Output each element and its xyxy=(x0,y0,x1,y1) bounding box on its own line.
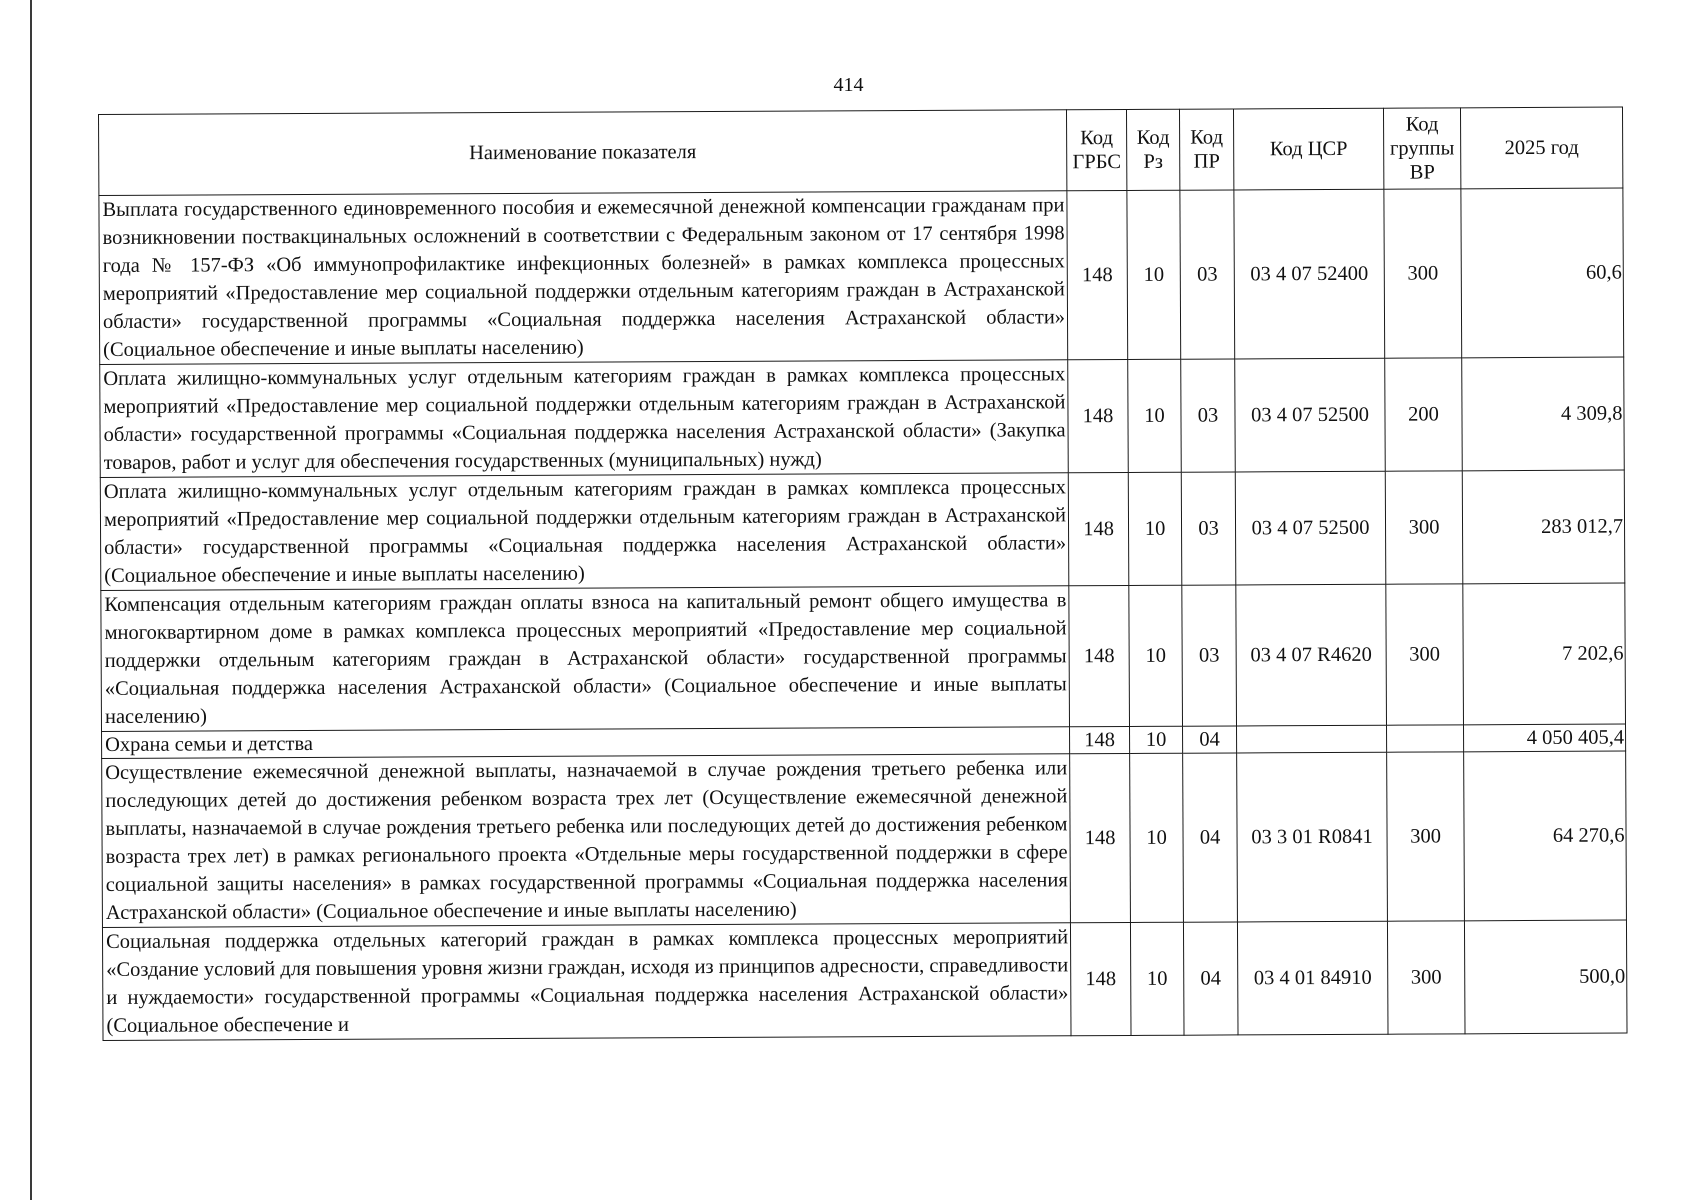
row-rz: 10 xyxy=(1129,585,1183,726)
row-csr: 03 3 01 R0841 xyxy=(1237,752,1388,922)
header-pr: Код ПР xyxy=(1179,109,1233,190)
row-grbs: 148 xyxy=(1070,922,1131,1035)
header-rz: Код Рз xyxy=(1126,109,1179,190)
row-pr: 03 xyxy=(1181,472,1236,585)
row-csr: 03 4 01 84910 xyxy=(1237,921,1388,1035)
row-name: Выплата государственного единовременного пособия и ежемесячной денежной компенсации гражданам при возникновении поствакцинальных осложнений в соответствии с Федеральным законом от 17 сентября 1998 года № 157-ФЗ «Об иммунопрофилактике инфекционных болезней» в рамках комплекса процессных мероприятий «Предоставление мер социальной поддержки отдельным категориям граждан в Астраханской области» государственной программы «Социальная поддержка населения Астраханской области» (Социальное обеспечение и иные выплаты населению) xyxy=(99,191,1068,365)
row-vr: 300 xyxy=(1384,189,1462,358)
table-row xyxy=(101,583,1626,731)
row-amount: 60,6 xyxy=(1461,188,1624,358)
table-row xyxy=(102,751,1627,927)
row-name: Компенсация отдельным категориям граждан оплаты взноса на капитальный ремонт общего имущества в многоквартирном доме в рамках комплекса процессных мероприятий «Предоставление мер социальной поддержки отдельным категориям граждан в Астраханской области» государственной программы «Социальная поддержка населения Астраханской области» (Социальное обеспечение и иные выплаты населению) xyxy=(101,586,1070,732)
row-csr xyxy=(1237,725,1387,753)
row-name: Оплата жилищно-коммунальных услуг отдельным категориям граждан в рамках комплекса процессных мероприятий «Предоставление мер социальной поддержки отдельным категориям граждан в Астраханской области» государственной программы «Социальная поддержка населения Астраханской области» (Социальное обеспечение и иные выплаты населению) xyxy=(100,473,1069,591)
row-pr: 03 xyxy=(1180,190,1235,359)
row-grbs: 148 xyxy=(1068,359,1129,472)
row-name: Охрана семьи и детства xyxy=(102,727,1070,759)
row-csr: 03 4 07 52500 xyxy=(1235,358,1386,472)
row-amount: 7 202,6 xyxy=(1463,583,1626,725)
row-amount: 4 309,8 xyxy=(1462,357,1625,471)
row-grbs: 148 xyxy=(1068,472,1129,585)
row-name: Осуществление ежемесячной денежной выплаты, назначаемой в случае рождения третьего ребенка или последующих детей до достижения ребенком возраста трех лет (Осуществление ежемесячной денежной выплаты, назначаемой в случае рождения третьего ребенка или последующих детей до достижения ребенком возраста трех лет) в рамках регионального проекта «Отдельные меры государственной поддержки в сфере социальной защиты населения» в рамках государственной программы «Социальная поддержка населения Астраханской области» (Социальное обеспечение и иные выплаты населению) xyxy=(102,754,1071,928)
row-vr: 300 xyxy=(1385,471,1463,584)
row-amount: 4 050 405,4 xyxy=(1464,724,1626,752)
page-number: 414 xyxy=(833,74,864,96)
row-vr xyxy=(1387,725,1464,752)
row-grbs: 148 xyxy=(1067,190,1128,359)
row-csr: 03 4 07 R4620 xyxy=(1236,584,1387,726)
row-pr: 04 xyxy=(1183,753,1238,922)
row-rz: 10 xyxy=(1128,472,1182,585)
scan-edge-line xyxy=(30,0,32,1200)
row-amount: 500,0 xyxy=(1464,920,1627,1034)
row-grbs: 148 xyxy=(1069,585,1130,726)
table-row xyxy=(100,470,1625,590)
row-csr: 03 4 07 52500 xyxy=(1235,471,1386,585)
table-row xyxy=(102,920,1627,1040)
row-name: Социальная поддержка отдельных категорий граждан в рамках комплекса процессных мероприятий «Создание условий для повышения уровня жизни граждан, исходя из принципов адресности, справедливости и нуждаемости» государственной программы «Социальная поддержка населения Астраханской области» (Социальное обеспечение и xyxy=(102,923,1071,1041)
row-vr: 300 xyxy=(1387,752,1465,921)
header-csr: Код ЦСР xyxy=(1233,108,1383,190)
row-amount: 283 012,7 xyxy=(1462,470,1625,584)
row-rz: 10 xyxy=(1128,359,1182,472)
table-row xyxy=(99,188,1624,364)
row-pr: 04 xyxy=(1183,922,1238,1035)
row-grbs: 148 xyxy=(1070,726,1130,753)
row-vr: 300 xyxy=(1386,584,1464,725)
header-vr: Код группы ВР xyxy=(1383,108,1460,189)
row-rz: 10 xyxy=(1130,726,1183,753)
table-header-row xyxy=(99,107,1623,195)
row-csr: 03 4 07 52400 xyxy=(1234,189,1385,359)
row-pr: 03 xyxy=(1181,359,1236,472)
row-pr: 03 xyxy=(1182,585,1237,726)
header-grbs: Код ГРБС xyxy=(1066,109,1126,190)
table-row xyxy=(100,357,1625,477)
row-rz: 10 xyxy=(1130,922,1184,1035)
row-amount: 64 270,6 xyxy=(1464,751,1627,921)
row-grbs: 148 xyxy=(1070,753,1131,922)
row-vr: 300 xyxy=(1387,921,1465,1034)
header-name: Наименование показателя xyxy=(99,110,1067,196)
row-rz: 10 xyxy=(1127,190,1181,359)
row-name: Оплата жилищно-коммунальных услуг отдельным категориям граждан в рамках комплекса процессных мероприятий «Предоставление мер социальной поддержки отдельным категориям граждан в Астраханской области» государственной программы «Социальная поддержка населения Астраханской области» (Закупка товаров, работ и услуг для обеспечения государственных (муниципальных) нужд) xyxy=(100,360,1069,478)
budget-table-container xyxy=(98,107,1627,1041)
row-vr: 200 xyxy=(1385,358,1463,471)
budget-table xyxy=(98,107,1628,1041)
row-pr: 04 xyxy=(1183,726,1237,753)
header-year: 2025 год xyxy=(1460,107,1622,189)
row-rz: 10 xyxy=(1130,753,1184,922)
